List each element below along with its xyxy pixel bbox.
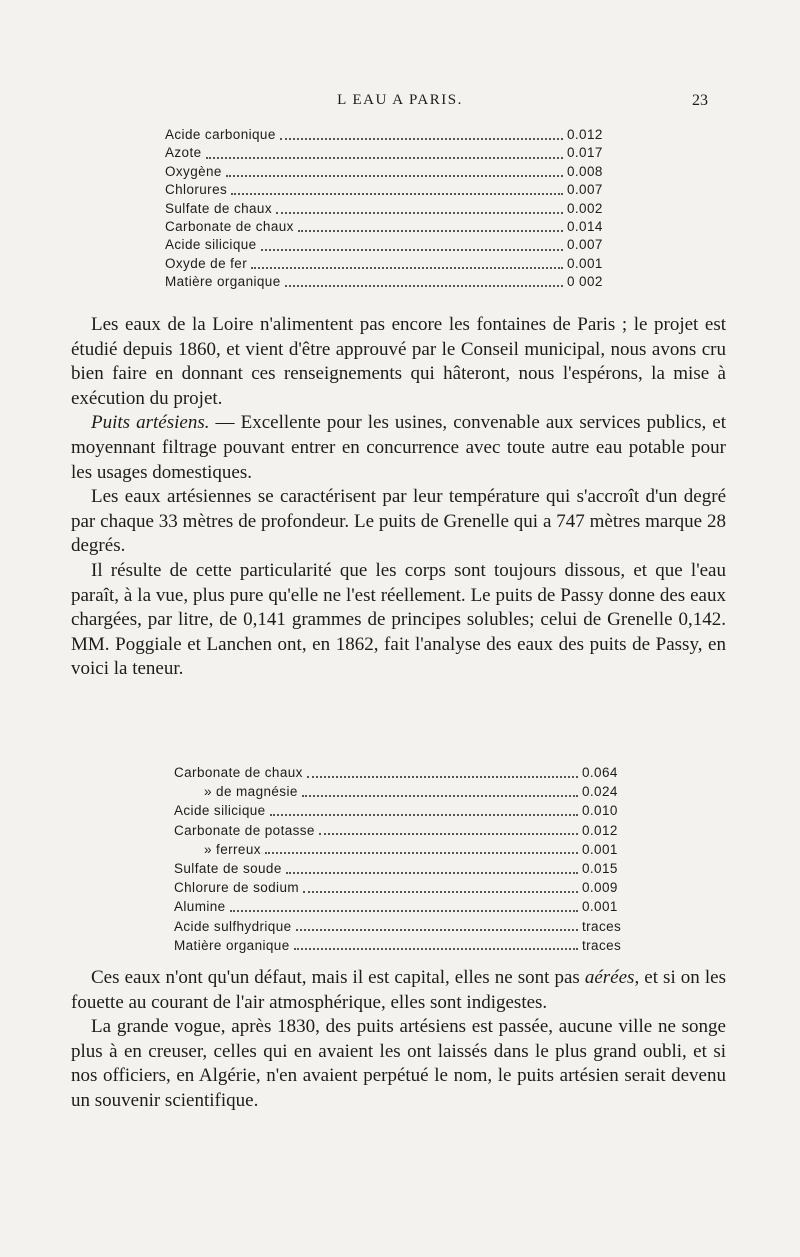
table-row [165, 255, 615, 273]
table-row [174, 897, 630, 916]
dot-leader [296, 929, 578, 931]
row-label: » ferreux [204, 841, 261, 857]
row-label: Carbonate de chaux [165, 218, 294, 234]
dot-leader [298, 230, 563, 232]
dot-leader [270, 814, 578, 816]
row-value: 0.024 [582, 784, 618, 800]
row-value: 0.017 [567, 145, 603, 161]
row-value: 0.008 [567, 163, 603, 179]
table-row [165, 236, 615, 254]
table-row [165, 144, 615, 162]
table-row [165, 218, 615, 236]
body-text-lower [71, 966, 726, 1114]
dot-leader [251, 267, 563, 269]
table-row [174, 782, 630, 801]
row-label: Acide carbonique [165, 127, 276, 142]
row-label: Acide silicique [165, 237, 257, 253]
row-label: Acide silicique [174, 803, 266, 819]
dot-leader [294, 948, 578, 950]
running-title: L EAU A PARIS. [337, 92, 463, 108]
dot-leader [226, 175, 563, 177]
row-value: 0.007 [567, 237, 603, 253]
table-row [174, 859, 630, 878]
table-row [165, 126, 615, 144]
row-value: 0.012 [567, 127, 603, 142]
row-value: 0.001 [582, 899, 618, 915]
paragraph: Les eaux artésiennes se caractérisent par leur température qui s'accroît d'un degré par chaque 33 mètres de profondeur. Le puits de Grenelle qui a 747 mètres marque 28 degrés. [71, 486, 726, 557]
table-row [174, 840, 630, 859]
dot-leader [319, 833, 578, 835]
dot-leader [302, 795, 578, 797]
row-label: Matière organique [174, 937, 290, 953]
table-row [165, 163, 615, 181]
table-row [165, 273, 615, 291]
page-number: 23 [692, 92, 708, 109]
dot-leader [265, 852, 578, 854]
row-value: 0.014 [567, 218, 603, 234]
dot-leader [286, 872, 578, 874]
row-value: 0.012 [582, 822, 618, 838]
table-row [174, 878, 630, 897]
table-row [174, 821, 630, 840]
table-row [174, 917, 630, 936]
dot-leader [230, 910, 578, 912]
row-value: 0.001 [582, 841, 618, 857]
emphasis: aérées [584, 967, 635, 988]
row-label: Oxyde de fer [165, 255, 248, 271]
row-value: 0.009 [582, 880, 618, 896]
row-label: » de magnésie [204, 784, 298, 800]
dot-leader [261, 249, 563, 251]
row-label: Carbonate de potasse [174, 822, 315, 838]
section-lead: Puits artésiens. [91, 412, 210, 434]
paragraph [71, 411, 726, 485]
row-value: 0.001 [567, 255, 603, 271]
paragraph [71, 966, 726, 1015]
row-label: Chlorures [165, 182, 228, 198]
paragraph: La grande vogue, après 1830, des puits artésiens est passée, aucune ville ne songe plus à en creuser, celles qui en avaient les ont laissés dans le plus grand oubli, et si nos officiers, en Algérie, n'en avaient perpétué le nom, le puits artésien serait devenu un souvenir scientifique. [71, 1016, 726, 1111]
table-row [174, 801, 630, 820]
table-row [174, 763, 630, 782]
row-label: Matière organique [165, 274, 281, 290]
dot-leader [206, 157, 563, 159]
row-value: 0.010 [582, 803, 618, 819]
analysis-table-loire [165, 126, 615, 292]
row-label: Sulfate de chaux [165, 200, 272, 216]
row-label: Azote [165, 145, 202, 161]
dot-leader [307, 776, 578, 778]
dot-leader [231, 193, 563, 195]
paragraph-text: — Excellente pour les usines, convenable aux services publics, et moyennant filtrage pouvant entrer en concurrence avec toute autre eau potable pour les usages domestiques. [71, 412, 726, 483]
row-label: Carbonate de chaux [174, 765, 303, 780]
row-value: traces [582, 937, 622, 953]
row-value: 0 002 [567, 274, 603, 290]
row-value: 0.007 [567, 182, 603, 198]
row-label: Chlorure de sodium [174, 880, 300, 896]
row-value: 0.002 [567, 200, 603, 216]
row-value: 0.015 [582, 860, 618, 876]
dot-leader [303, 891, 578, 893]
table-row [174, 936, 630, 955]
table-row [165, 181, 615, 199]
row-value: 0.064 [582, 765, 618, 780]
paragraph-text: Ces eaux n'ont qu'un défaut, mais il est capital, elles ne sont pas [91, 967, 585, 988]
table-row [165, 200, 615, 218]
dot-leader [280, 138, 563, 140]
body-text-upper [71, 313, 726, 682]
paragraph: Les eaux de la Loire n'alimentent pas encore les fontaines de Paris ; le projet est étudié depuis 1860, et vient d'être approuvé par le Conseil municipal, nous avons cru bien faire en donnant ces renseignements qui hâteront, nous l'espérons, la mise à exécution du projet. [71, 314, 726, 409]
row-label: Sulfate de soude [174, 860, 282, 876]
row-label: Alumine [174, 899, 226, 915]
paragraph-text: , et si on les fouette au courant de l'air atmosphérique, elles sont indigestes. [71, 967, 726, 1013]
row-label: Oxygène [165, 163, 222, 179]
dot-leader [276, 212, 563, 214]
row-label: Acide sulfhydrique [174, 918, 292, 934]
analysis-table-passy [174, 763, 630, 955]
dot-leader [285, 285, 563, 287]
page-header [0, 92, 800, 114]
row-value: traces [582, 918, 622, 934]
paragraph: Il résulte de cette particularité que les corps sont toujours dissous, et que l'eau paraît, à la vue, plus pure qu'elle ne l'est réellement. Le puits de Passy donne des eaux chargées, par litre, de 0,141 grammes de principes solubles; celui de Grenelle 0,142. MM. Poggiale et Lanchen ont, en 1862, fait l'analyse des eaux des puits de Passy, en voici la teneur. [71, 559, 726, 680]
